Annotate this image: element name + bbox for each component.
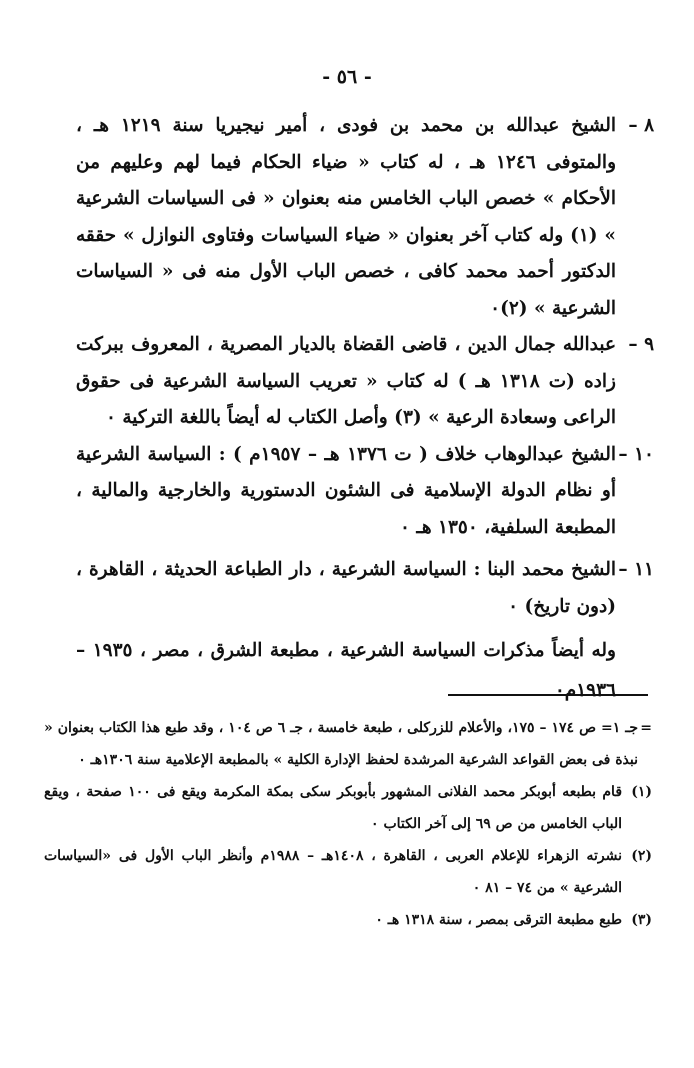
footnote [44,840,652,904]
footnote [44,904,652,936]
footnote-number: (٣) [631,912,652,928]
entry-number: ٩ – [628,334,654,355]
footnote-text: جـ ١= ص ١٧٤ – ١٧٥، والأعلام للزركلى ، طبعة خامسة ، جـ ٦ ص ١٠٤ ، وقد طبع هذا الكتاب بعنوان « نبذة فى بعض القواعد الشرعية المرشدة لحفظ الإدارة الكلية » بالمطبعة الإعلامية سنة ١٣٠٦هـ ٠ [44,720,638,768]
footnote-text: طبع مطبعة الترقى بمصر ، سنة ١٣١٨ هـ ٠ [375,912,622,928]
list-item [76,108,654,327]
footnote [44,776,652,840]
entry-number: ١٠ – [618,443,654,465]
footnote-text: نشرته الزهراء للإعلام العربى ، القاهرة ، ١٤٠٨هـ – ١٩٨٨م وأنظر الباب الأول فى «السياسات الشرعية » من ٧٤ – ٨١ ٠ [44,848,622,896]
footnote-text: قام بطبعه أبوبكر محمد الفلانى المشهور بأبوبكر سكى بمكة المكرمة ويقع فى ١٠٠ صفحة ، ويقع الباب الخامس من ص ٦٩ إلى آخر الكتاب ٠ [44,784,623,832]
footnote-marker: = [640,720,652,736]
footnotes [44,712,652,936]
entry-number: ٨ – [628,115,654,136]
list-item [76,552,654,625]
footnote-number: (٢) [631,848,652,864]
footnote [44,712,652,776]
entry-number: ١١ – [618,559,654,580]
entry-text: الشيخ محمد البنا : السياسة الشرعية ، دار الطباعة الحديثة ، القاهرة ، (دون تاريخ) ٠ [76,559,616,617]
entry-text: الشيخ عبدالوهاب خلاف ( ت ١٣٧٦ هـ – ١٩٥٧م ) : السياسة الشرعية أو نظام الدولة الإسلامية فى الشئون الدستورية والخارجية والمالية ، المطبعة السلفية، ١٣٥٠ هـ ٠ [76,443,617,538]
page-number: - ٥٦ - [322,66,372,88]
footnote-number: (١) [631,784,652,800]
entries-list [76,108,654,711]
entry-text: عبدالله جمال الدين ، قاضى القضاة بالديار المصرية ، المعروف ببركت زاده (ت ١٣١٨ هـ ) له كتاب « تعريب السياسة الشرعية فى حقوق الراعى وسعادة الرعية » (٣) وأصل الكتاب له أيضاً باللغة التركية ٠ [76,334,616,428]
footnote-divider [448,694,648,696]
extra-paragraph: وله أيضاً مذكرات السياسة الشرعية ، مطبعة الشرق ، مصر ، ١٩٣٥ – ١٩٣٦م٠ [76,640,616,701]
list-item [76,327,654,437]
list-item [76,437,654,547]
entry-text: الشيخ عبدالله بن محمد بن فودى ، أمير نيجيريا سنة ١٢١٩ هـ ، والمتوفى ١٢٤٦ هـ ، له كتاب « ضياء الحكام فيما لهم وعليهم من الأحكام » خصص الباب الخامس منه بعنوان « فى السياسات الشرعية » (١) وله كتاب آخر بعنوان « ضياء السياسات وفتاوى النوازل » حققه الدكتور أحمد محمد كافى ، خصص الباب الأول منه فى « السياسات الشرعية » (٢)٠ [76,115,617,319]
